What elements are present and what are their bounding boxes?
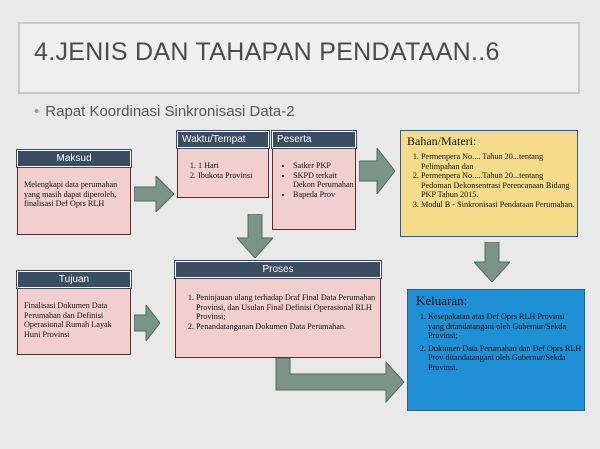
tujuan-header: Tujuan — [17, 271, 131, 288]
list-item: • SKPD terkait Dekon Perumahan — [293, 171, 355, 190]
list-item: 1. 1 Hari — [198, 161, 268, 171]
maksud-header: Maksud — [17, 150, 131, 167]
slide-subtitle: Rapat Koordinasi Sinkronisasi Data-2 — [45, 103, 295, 120]
list-item: 2. Ibukota Provinsi — [198, 171, 268, 181]
arrow-right-icon — [359, 148, 395, 194]
list-item: 2. Permenpera No.....Tahun 20...tentang Pedoman Dekonsentrasi Perencanaan Bidang PKP Tahun 2015. — [421, 171, 575, 200]
proses-box — [175, 272, 381, 358]
maksud-text: Melengkapi data perumahan yang masih dapat diperoleh, finalisasi Def Oprs RLH — [24, 180, 118, 209]
waktu-list — [186, 161, 268, 180]
list-item: • Bapeda Prov — [293, 190, 355, 200]
list-item: 1. Peninjauan ulang terhadap Draf Final Data Perumahan Provinsi, dan Usulan Final Definisi Operasional RLH Provinsi; — [196, 293, 378, 322]
tujuan-box — [17, 283, 131, 355]
bahan-list — [409, 152, 575, 210]
bahan-box — [400, 130, 578, 237]
waktu-box — [177, 142, 269, 198]
proses-header: Proses — [175, 261, 381, 278]
arrow-down-icon — [474, 242, 510, 282]
peserta-list — [281, 161, 355, 199]
arrow-down-icon — [237, 214, 273, 258]
keluaran-header: Keluaran: — [416, 293, 468, 308]
maksud-box — [17, 162, 131, 235]
arrow-right-icon — [134, 176, 174, 212]
bullet-icon: • — [34, 103, 40, 120]
tujuan-text: Finalisasi Dokumen Data Perumahan dan Definisi Operasional Rumah Layak Huni Provinsi — [24, 301, 112, 339]
arrow-bent-right-icon — [274, 358, 406, 404]
arrow-right-icon — [134, 305, 160, 341]
list-item: 2. Dokumen Data Perumahan dan Def Oprs RLH Prov ditandatangani oleh Gubernur/Sekda Provinsi. — [428, 344, 582, 373]
waktu-header: Waktu/Tempat — [177, 131, 269, 148]
proses-list — [184, 293, 378, 331]
list-item: 1. Kesepakatan atas Def Oprs RLH Provinsi yang ditandatangani oleh Gubernur/Sekda Provinsi; — [428, 312, 582, 341]
bahan-header: Bahan/Materi: — [407, 134, 477, 148]
slide-title: 4.JENIS DAN TAHAPAN PENDATAAN..6 — [34, 38, 500, 66]
list-item: 3. Modul B - Sinkronisasi Pendataan Perumahan. — [421, 200, 575, 210]
list-item: 2. Penandatanganan Dokumen Data Perumahan. — [196, 322, 378, 332]
peserta-header: Peserta — [272, 131, 356, 148]
subtitle-row — [34, 103, 434, 120]
list-item: • Satker PKP — [293, 161, 355, 171]
keluaran-list — [416, 312, 582, 373]
list-item: 1. Permenpera No.... Tahun 20...tentang Pelimpahan dan — [421, 152, 575, 171]
peserta-box — [272, 142, 356, 230]
keluaran-box — [407, 289, 585, 411]
